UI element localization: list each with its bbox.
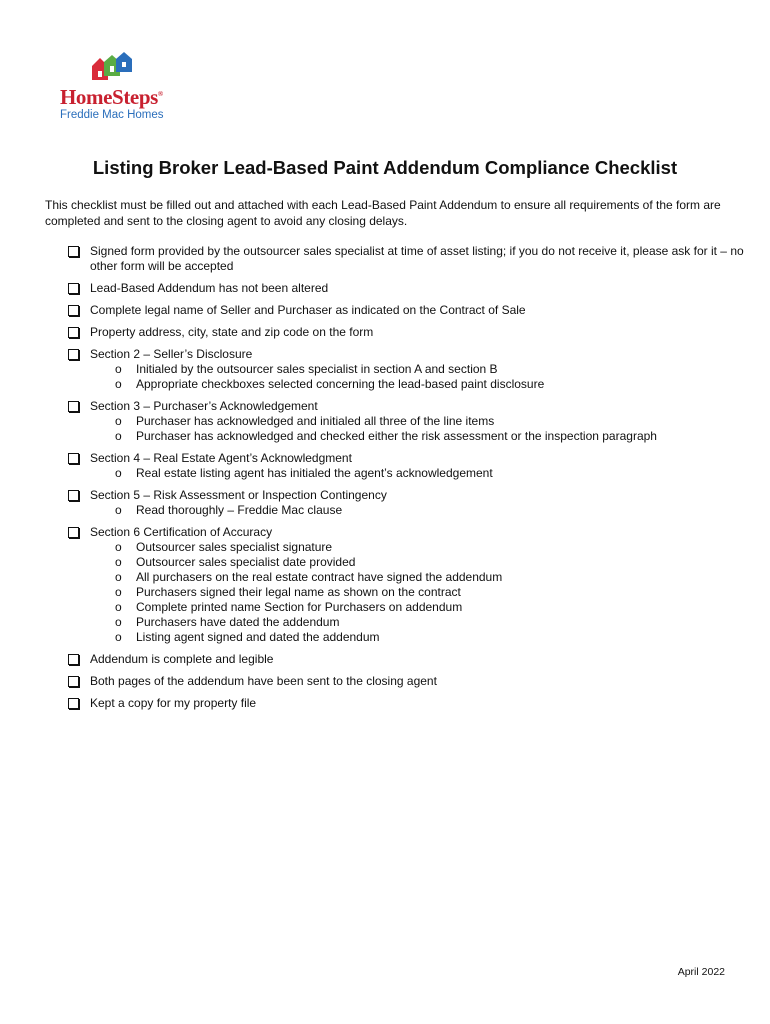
bullet-icon: o — [115, 540, 122, 554]
intro-paragraph: This checklist must be filled out and attached with each Lead-Based Paint Addendum to ensure all requirements of the form are completed and sent to the closing agent to avoid any closing delays. — [45, 198, 721, 228]
bullet-icon: o — [115, 503, 122, 517]
bullet-icon: o — [115, 555, 122, 569]
sub-item — [90, 570, 747, 585]
sub-item — [90, 555, 747, 570]
checklist — [67, 244, 747, 718]
checklist-item-text: Kept a copy for my property file — [90, 696, 257, 710]
checkbox-icon[interactable] — [68, 246, 79, 257]
sub-item-list — [90, 466, 747, 481]
sub-item — [90, 540, 747, 555]
sub-item-text: Purchasers have dated the addendum — [136, 615, 340, 629]
sub-item — [90, 503, 747, 518]
checklist-item-text: Property address, city, state and zip code on the form — [90, 325, 374, 339]
sub-item-text: Purchaser has acknowledged and initialed all three of the line items — [136, 414, 495, 428]
sub-item-text: Appropriate checkboxes selected concerning the lead-based paint disclosure — [136, 377, 545, 391]
checklist-item — [67, 451, 747, 481]
sub-item-text: Complete printed name Section for Purchasers on addendum — [136, 600, 463, 614]
sub-item — [90, 466, 747, 481]
checkbox-icon[interactable] — [68, 676, 79, 687]
sub-item — [90, 429, 747, 444]
bullet-icon: o — [115, 600, 122, 614]
bullet-icon: o — [115, 585, 122, 599]
checkbox-icon[interactable] — [68, 401, 79, 412]
checklist-item-text: Both pages of the addendum have been sent to the closing agent — [90, 674, 437, 688]
sub-item — [90, 377, 747, 392]
sub-item — [90, 615, 747, 630]
sub-item-text: Real estate listing agent has initialed the agent’s acknowledgement — [136, 466, 493, 480]
sub-item-text: All purchasers on the real estate contract have signed the addendum — [136, 570, 503, 584]
sub-item — [90, 585, 747, 600]
sub-item-text: Listing agent signed and dated the addendum — [136, 630, 380, 644]
checklist-item — [67, 325, 747, 340]
sub-item — [90, 600, 747, 615]
checkbox-icon[interactable] — [68, 327, 79, 338]
logo-brand-text: HomeSteps® — [60, 85, 163, 109]
sub-item — [90, 630, 747, 645]
bullet-icon: o — [115, 414, 122, 428]
checkbox-icon[interactable] — [68, 527, 79, 538]
checkbox-icon[interactable] — [68, 654, 79, 665]
bullet-icon: o — [115, 570, 122, 584]
sub-item-list — [90, 414, 747, 444]
checkbox-icon[interactable] — [68, 490, 79, 501]
sub-item-text: Purchaser has acknowledged and checked either the risk assessment or the inspection paragraph — [136, 429, 657, 443]
sub-item — [90, 414, 747, 429]
page-title: Listing Broker Lead-Based Paint Addendum Compliance Checklist — [92, 157, 678, 178]
footer-date: April 2022 — [677, 966, 725, 978]
sub-item-text: Initialed by the outsourcer sales specialist in section A and section B — [136, 362, 498, 376]
checklist-item-text: Complete legal name of Seller and Purchaser as indicated on the Contract of Sale — [90, 303, 526, 317]
bullet-icon: o — [115, 630, 122, 644]
checklist-item — [67, 399, 747, 444]
checklist-item — [67, 652, 747, 667]
bullet-icon: o — [115, 429, 122, 443]
sub-item-list — [90, 362, 747, 392]
bullet-icon: o — [115, 377, 122, 391]
checkbox-icon[interactable] — [68, 453, 79, 464]
checklist-item — [67, 488, 747, 518]
checklist-item-text: Section 3 – Purchaser’s Acknowledgement — [90, 399, 318, 413]
checklist-item — [67, 525, 747, 645]
logo-subtitle: Freddie Mac Homes — [60, 109, 164, 121]
checklist-item-text: Section 5 – Risk Assessment or Inspection Contingency — [90, 488, 387, 502]
bullet-icon: o — [115, 466, 122, 480]
bullet-icon: o — [115, 615, 122, 629]
checklist-item — [67, 281, 747, 296]
checklist-item-text: Section 6 Certification of Accuracy — [90, 525, 273, 539]
checklist-item-text: Section 4 – Real Estate Agent’s Acknowledgment — [90, 451, 352, 465]
checklist-item-text: Signed form provided by the outsourcer sales specialist at time of asset listing; if you do not receive it, please ask for it – no other form will be accepted — [90, 244, 744, 273]
checklist-item — [67, 303, 747, 318]
homesteps-logo — [58, 52, 178, 124]
sub-item — [90, 362, 747, 377]
checklist-item — [67, 244, 747, 274]
sub-item-text: Outsourcer sales specialist signature — [136, 540, 333, 554]
checklist-item — [67, 696, 747, 711]
checkbox-icon[interactable] — [68, 283, 79, 294]
sub-item-text: Read thoroughly – Freddie Mac clause — [136, 503, 343, 517]
checklist-item-text: Addendum is complete and legible — [90, 652, 274, 666]
sub-item-text: Outsourcer sales specialist date provided — [136, 555, 356, 569]
bullet-icon: o — [115, 362, 122, 376]
sub-item-list — [90, 503, 747, 518]
sub-item-text: Purchasers signed their legal name as shown on the contract — [136, 585, 461, 599]
checklist-item — [67, 347, 747, 392]
checkbox-icon[interactable] — [68, 698, 79, 709]
checklist-item-text: Lead-Based Addendum has not been altered — [90, 281, 329, 295]
houses-logo-icon — [90, 52, 134, 82]
checkbox-icon[interactable] — [68, 349, 79, 360]
checkbox-icon[interactable] — [68, 305, 79, 316]
sub-item-list — [90, 540, 747, 645]
checklist-item — [67, 674, 747, 689]
checklist-item-text: Section 2 – Seller’s Disclosure — [90, 347, 253, 361]
